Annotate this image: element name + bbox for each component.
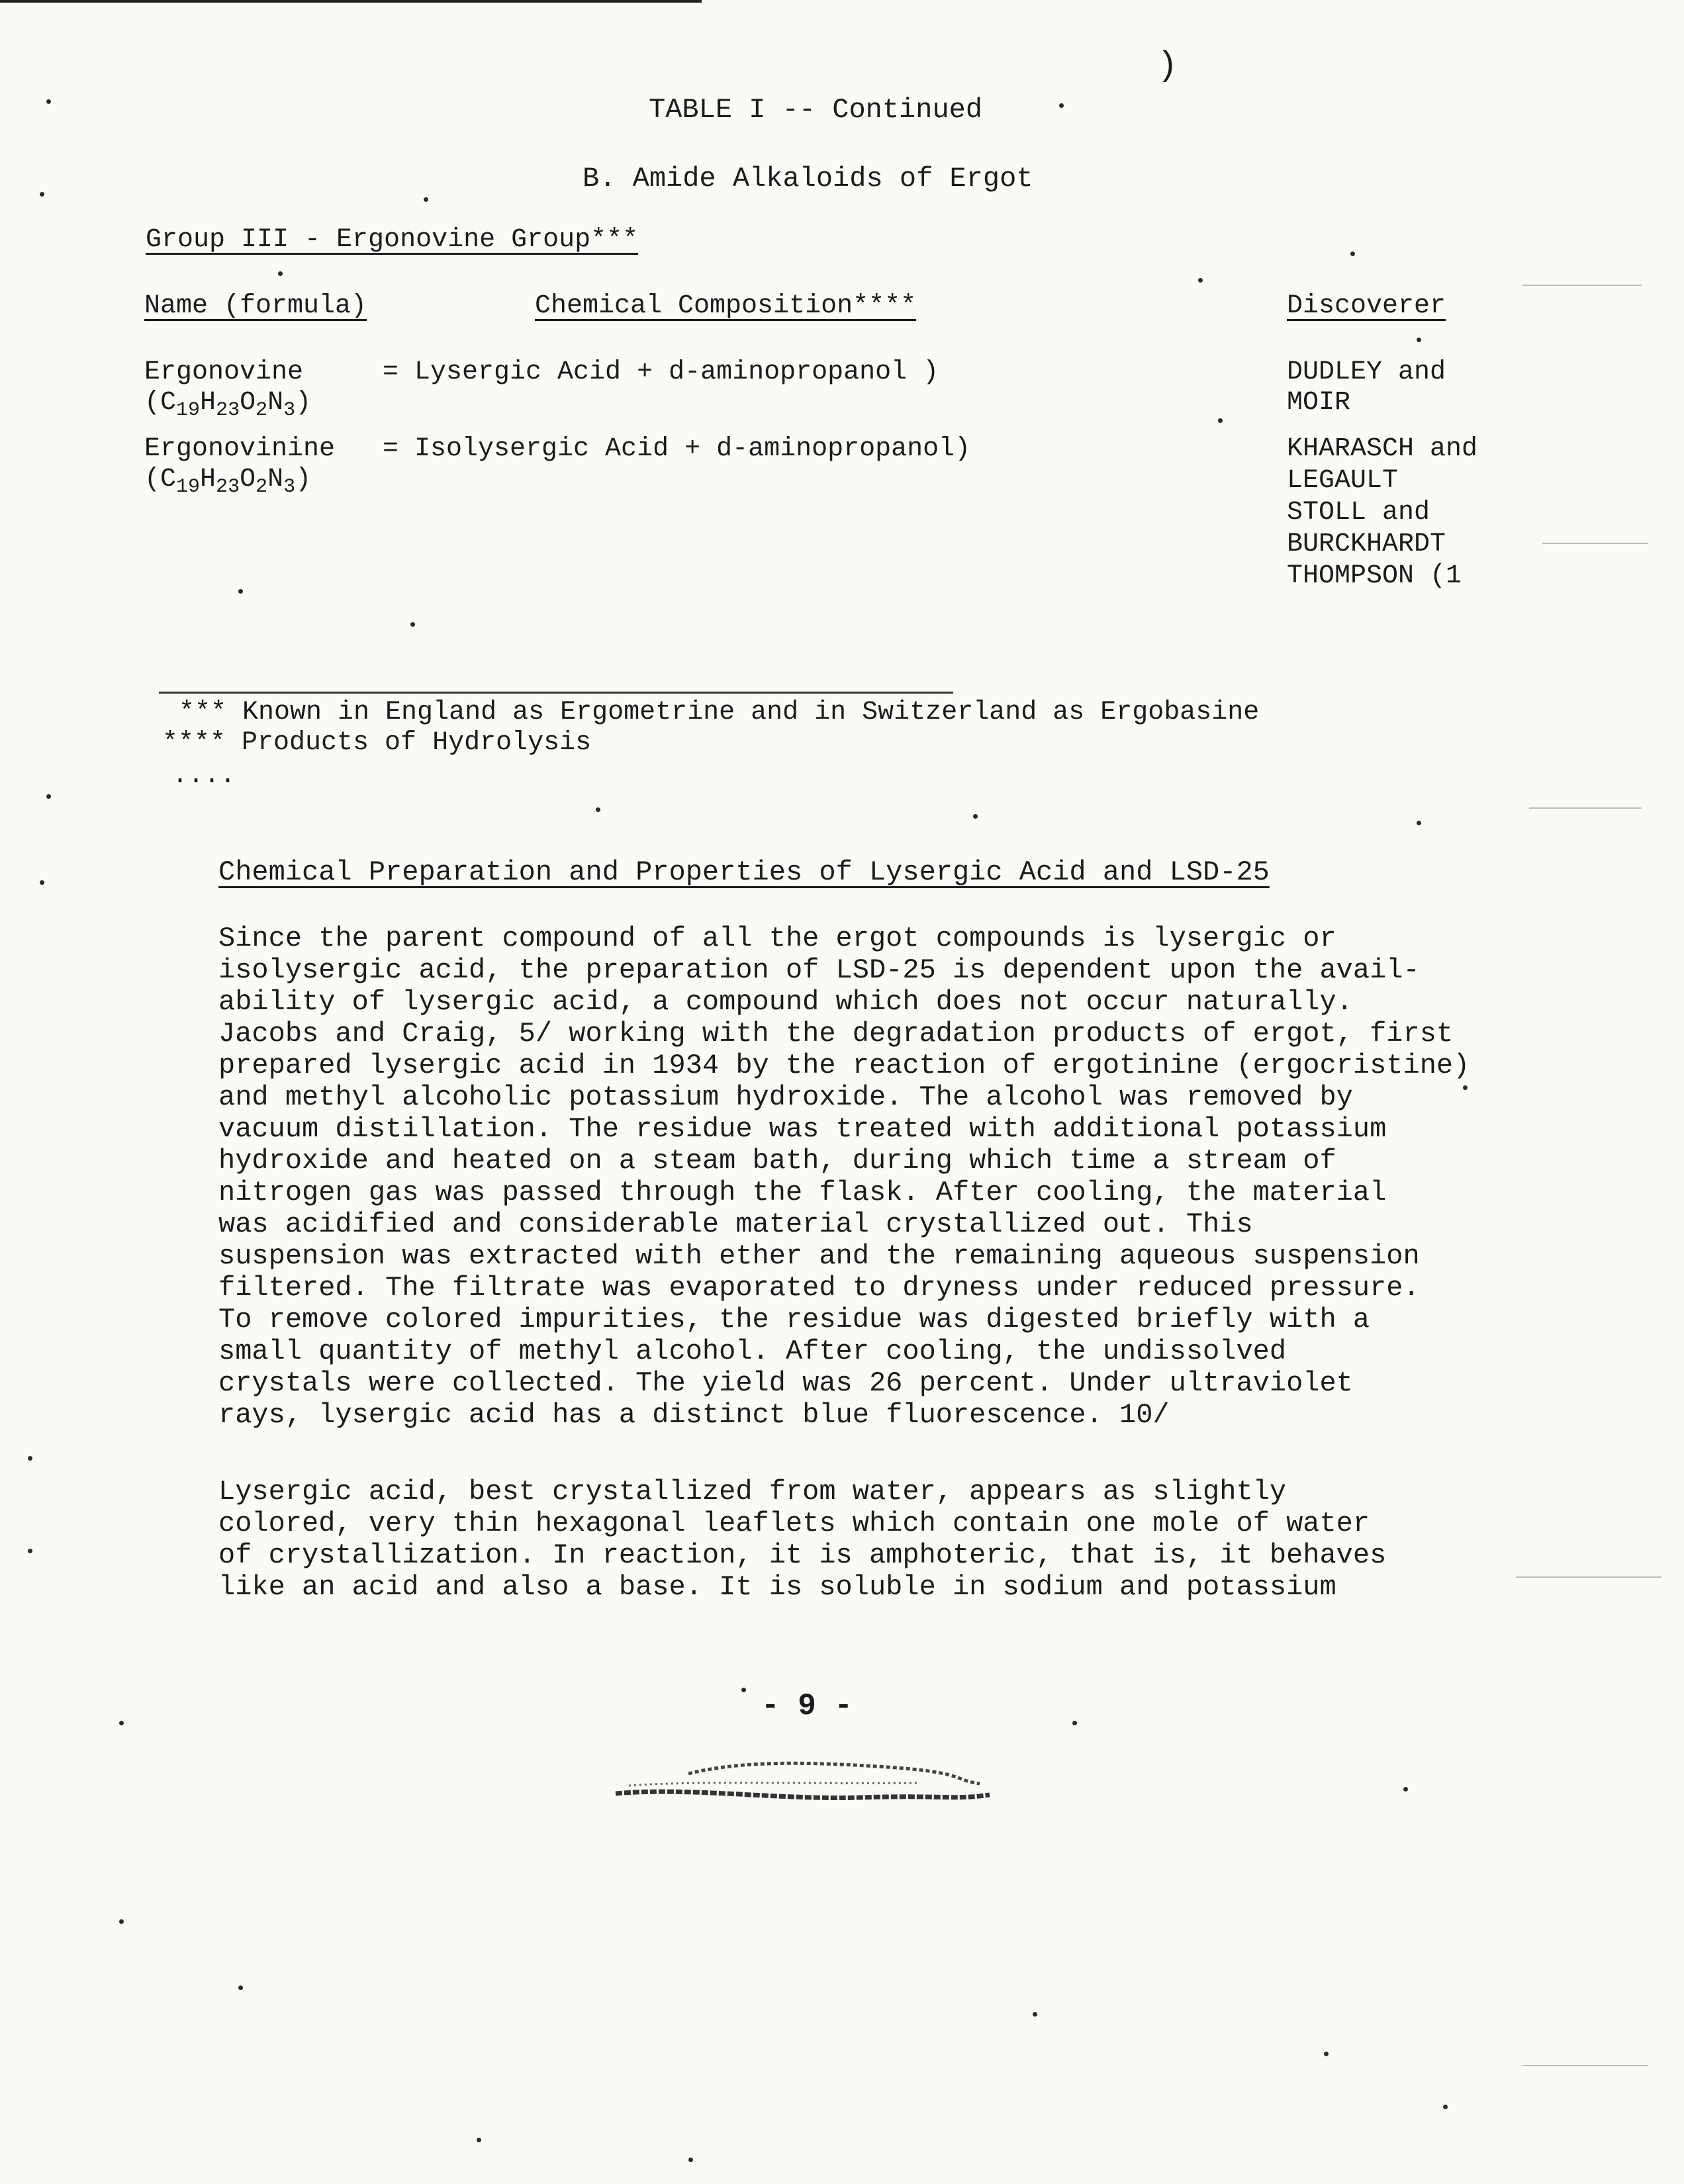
column-header-composition: Chemical Composition****: [535, 291, 917, 321]
paragraph-line: like an acid and also a base. It is soluble in sodium and potassium: [218, 1571, 1336, 1603]
paragraph-line: To remove colored impurities, the residue was digested briefly with a: [218, 1304, 1370, 1336]
table-row-name: Ergonovinine: [144, 434, 336, 464]
group-heading: Group III - Ergonovine Group***: [146, 225, 639, 255]
paragraph-line: filtered. The filtrate was evaporated to dryness under reduced pressure.: [218, 1272, 1420, 1304]
smudge-stamp: [609, 1754, 993, 1813]
paragraph-line: vacuum distillation. The residue was treated with additional potassium: [218, 1113, 1387, 1145]
paragraph-line: crystals were collected. The yield was 26 percent. Under ultraviolet: [218, 1367, 1353, 1399]
stray-mark: ): [1157, 46, 1178, 85]
paragraph-line: Lysergic acid, best crystallized from water, appears as slightly: [218, 1476, 1287, 1508]
table-section-heading: B. Amide Alkaloids of Ergot: [583, 163, 1033, 195]
footnote: *** Known in England as Ergometrine and in Switzerland as Ergobasine: [179, 698, 1260, 727]
table-title: TABLE I -- Continued: [649, 94, 983, 126]
paragraph-line: hydroxide and heated on a steam bath, during which time a stream of: [218, 1145, 1336, 1177]
section-heading: Chemical Preparation and Properties of Lysergic Acid and LSD-25: [218, 856, 1270, 888]
table-row-discoverer: KHARASCH and: [1287, 434, 1478, 464]
paragraph-line: prepared lysergic acid in 1934 by the reaction of ergotinine (ergocristine): [218, 1050, 1470, 1081]
table-row-discoverer: MOIR: [1287, 388, 1351, 418]
footnote-dots: ....: [172, 761, 236, 791]
paragraph-line: ability of lysergic acid, a compound which does not occur naturally.: [218, 986, 1353, 1018]
table-row-composition: = Isolysergic Acid + d-aminopropanol): [383, 434, 971, 464]
footnote: **** Products of Hydrolysis: [162, 728, 592, 758]
table-row-composition: = Lysergic Acid + d-aminopropanol ): [383, 357, 939, 387]
paragraph-line: of crystallization. In reaction, it is amphoteric, that is, it behaves: [218, 1539, 1387, 1571]
table-row-formula: $(C_{19}H_{23}O_2N_3)$: [144, 465, 312, 498]
table-row-discoverer: DUDLEY and: [1287, 357, 1446, 387]
paragraph-line: Since the parent compound of all the ergot compounds is lysergic or: [218, 923, 1336, 954]
paragraph-line: small quantity of methyl alcohol. After cooling, the undissolved: [218, 1336, 1287, 1367]
table-row-formula: $(C_{19}H_{23}O_2N_3)$: [144, 388, 312, 422]
paragraph-line: was acidified and considerable material crystallized out. This: [218, 1208, 1253, 1240]
paragraph-line: colored, very thin hexagonal leaflets which contain one mole of water: [218, 1508, 1370, 1539]
page-number: - 9 -: [761, 1689, 853, 1723]
table-row-name: Ergonovine: [144, 357, 304, 387]
paragraph-line: Jacobs and Craig, 5/ working with the degradation products of ergot, first: [218, 1018, 1454, 1050]
paragraph-line: isolysergic acid, the preparation of LSD-25 is dependent upon the avail-: [218, 954, 1420, 986]
paragraph-line: suspension was extracted with ether and the remaining aqueous suspension: [218, 1240, 1420, 1272]
paragraph-line: rays, lysergic acid has a distinct blue fluorescence. 10/: [218, 1399, 1170, 1431]
column-header-discoverer: Discoverer: [1287, 291, 1446, 321]
table-row-discoverer: STOLL and: [1287, 498, 1430, 527]
footnote-divider: [159, 692, 953, 694]
column-header-name: Name (formula): [144, 291, 367, 321]
scan-edge-line: [0, 0, 702, 3]
table-row-discoverer: BURCKHARDT: [1287, 529, 1446, 559]
table-row-discoverer: LEGAULT: [1287, 466, 1399, 496]
paragraph-line: nitrogen gas was passed through the flask. After cooling, the material: [218, 1177, 1387, 1208]
table-row-discoverer: THOMPSON (1: [1287, 561, 1462, 591]
paragraph-line: and methyl alcoholic potassium hydroxide. The alcohol was removed by: [218, 1081, 1353, 1113]
